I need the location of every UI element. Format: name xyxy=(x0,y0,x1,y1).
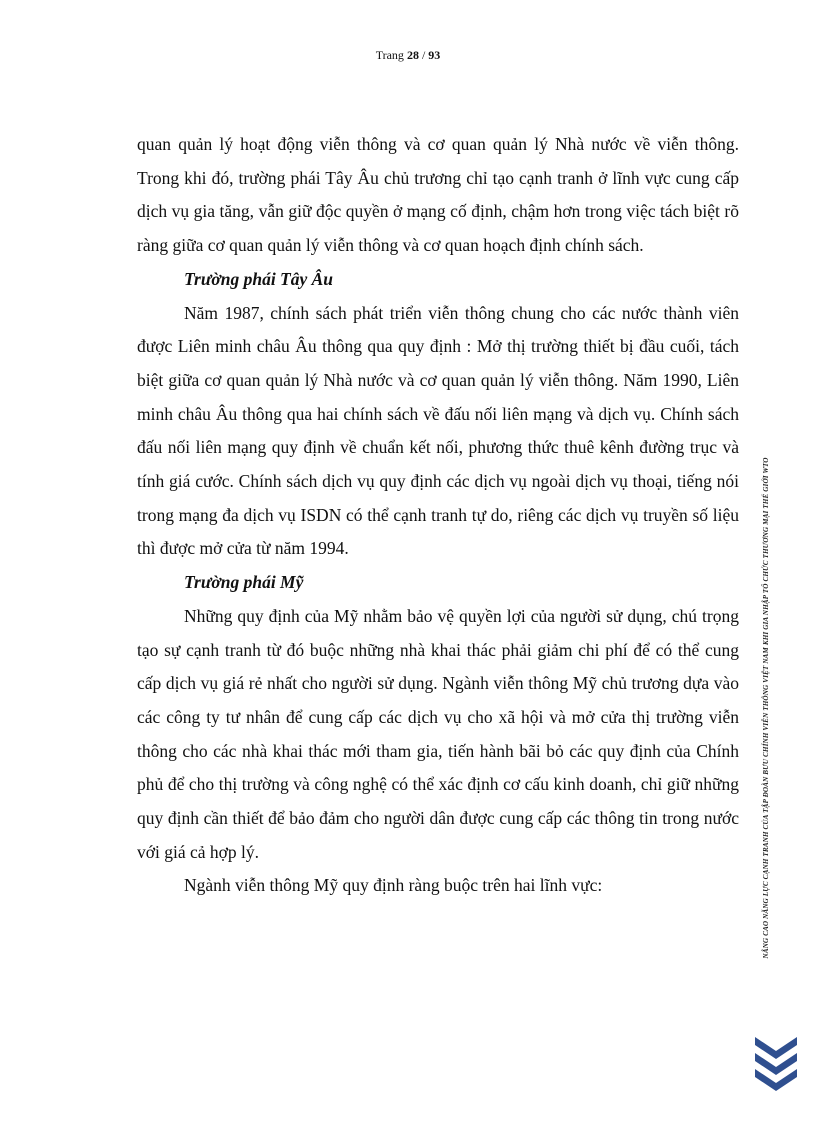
total-pages: 93 xyxy=(428,48,441,62)
triple-chevron-down-icon xyxy=(753,1035,799,1095)
next-page-button[interactable] xyxy=(753,1035,799,1095)
page-header xyxy=(0,48,816,63)
paragraph-western-europe: Năm 1987, chính sách phát triển viễn thông chung cho các nước thành viên được Liên minh châu Âu thông qua quy định : Mở thị trường thiết bị đầu cuối, tách biệt giữa cơ quan quản lý Nhà nước và cơ quan quản lý viễn thông. Năm 1990, Liên minh châu Âu thông qua hai chính sách về đấu nối liên mạng và dịch vụ. Chính sách đấu nối liên mạng quy định về chuẩn kết nối, phương thức thuê kênh đường trục và tính giá cước. Chính sách dịch vụ quy định các dịch vụ ngoài dịch vụ thoại, tiếng nói trong mạng đa dịch vụ ISDN có thể cạnh tranh tự do, riêng các dịch vụ truyền số liệu thì được mở cửa từ năm 1994. xyxy=(137,302,739,559)
page-separator: / xyxy=(421,48,426,62)
paragraph-continuation: quan quản lý hoạt động viễn thông và cơ quan quản lý Nhà nước về viễn thông. Trong khi đó, trường phái Tây Âu chủ trương chỉ tạo cạnh tranh ở lĩnh vực cung cấp dịch vụ gia tăng, vẫn giữ độc quyền ở mạng cố định, chậm hơn trong việc tách biệt rõ ràng giữa cơ quan quản lý viễn thông và cơ quan hoạch định chính sách. xyxy=(137,134,739,256)
paragraph-us: Những quy định của Mỹ nhằm bảo vệ quyền lợi của người sử dụng, chú trọng tạo sự cạnh tranh từ đó buộc những nhà khai thác phải giảm chi phí để có thể cung cấp dịch vụ giá rẻ nhất cho người sử dụng. Ngành viễn thông Mỹ chủ trương dựa vào các công ty tư nhân để cung cấp các dịch vụ cho xã hội và mở cửa thị trường viễn thông cho các nhà khai thác mới tham gia, tiến hành bãi bỏ các quy định của Chính phủ để cho thị trường và công nghệ có thể xác định cơ cấu kinh doanh, chỉ giữ những quy định cần thiết để bảo đảm cho người dân được cung cấp các thông tin trong nước với giá cả hợp lý. xyxy=(137,605,739,862)
heading-western-europe-school: Trường phái Tây Âu xyxy=(184,268,334,289)
current-page-number: 28 xyxy=(406,48,419,62)
side-document-title: NÂNG CAO NĂNG LỰC CẠNH TRANH CỦA TẬP ĐOÀN BƯU CHÍNH VIỄN THÔNG VIỆT NAM KHI GIA NHẬP TỔ CHỨC THƯƠNG MẠI THẾ GIỚI WTO xyxy=(762,457,770,959)
document-body xyxy=(137,128,739,903)
paragraph-us-constraints: Ngành viễn thông Mỹ quy định ràng buộc trên hai lĩnh vực: xyxy=(184,875,603,896)
heading-us-school: Trường phái Mỹ xyxy=(184,572,304,593)
page-label: Trang xyxy=(375,48,404,62)
